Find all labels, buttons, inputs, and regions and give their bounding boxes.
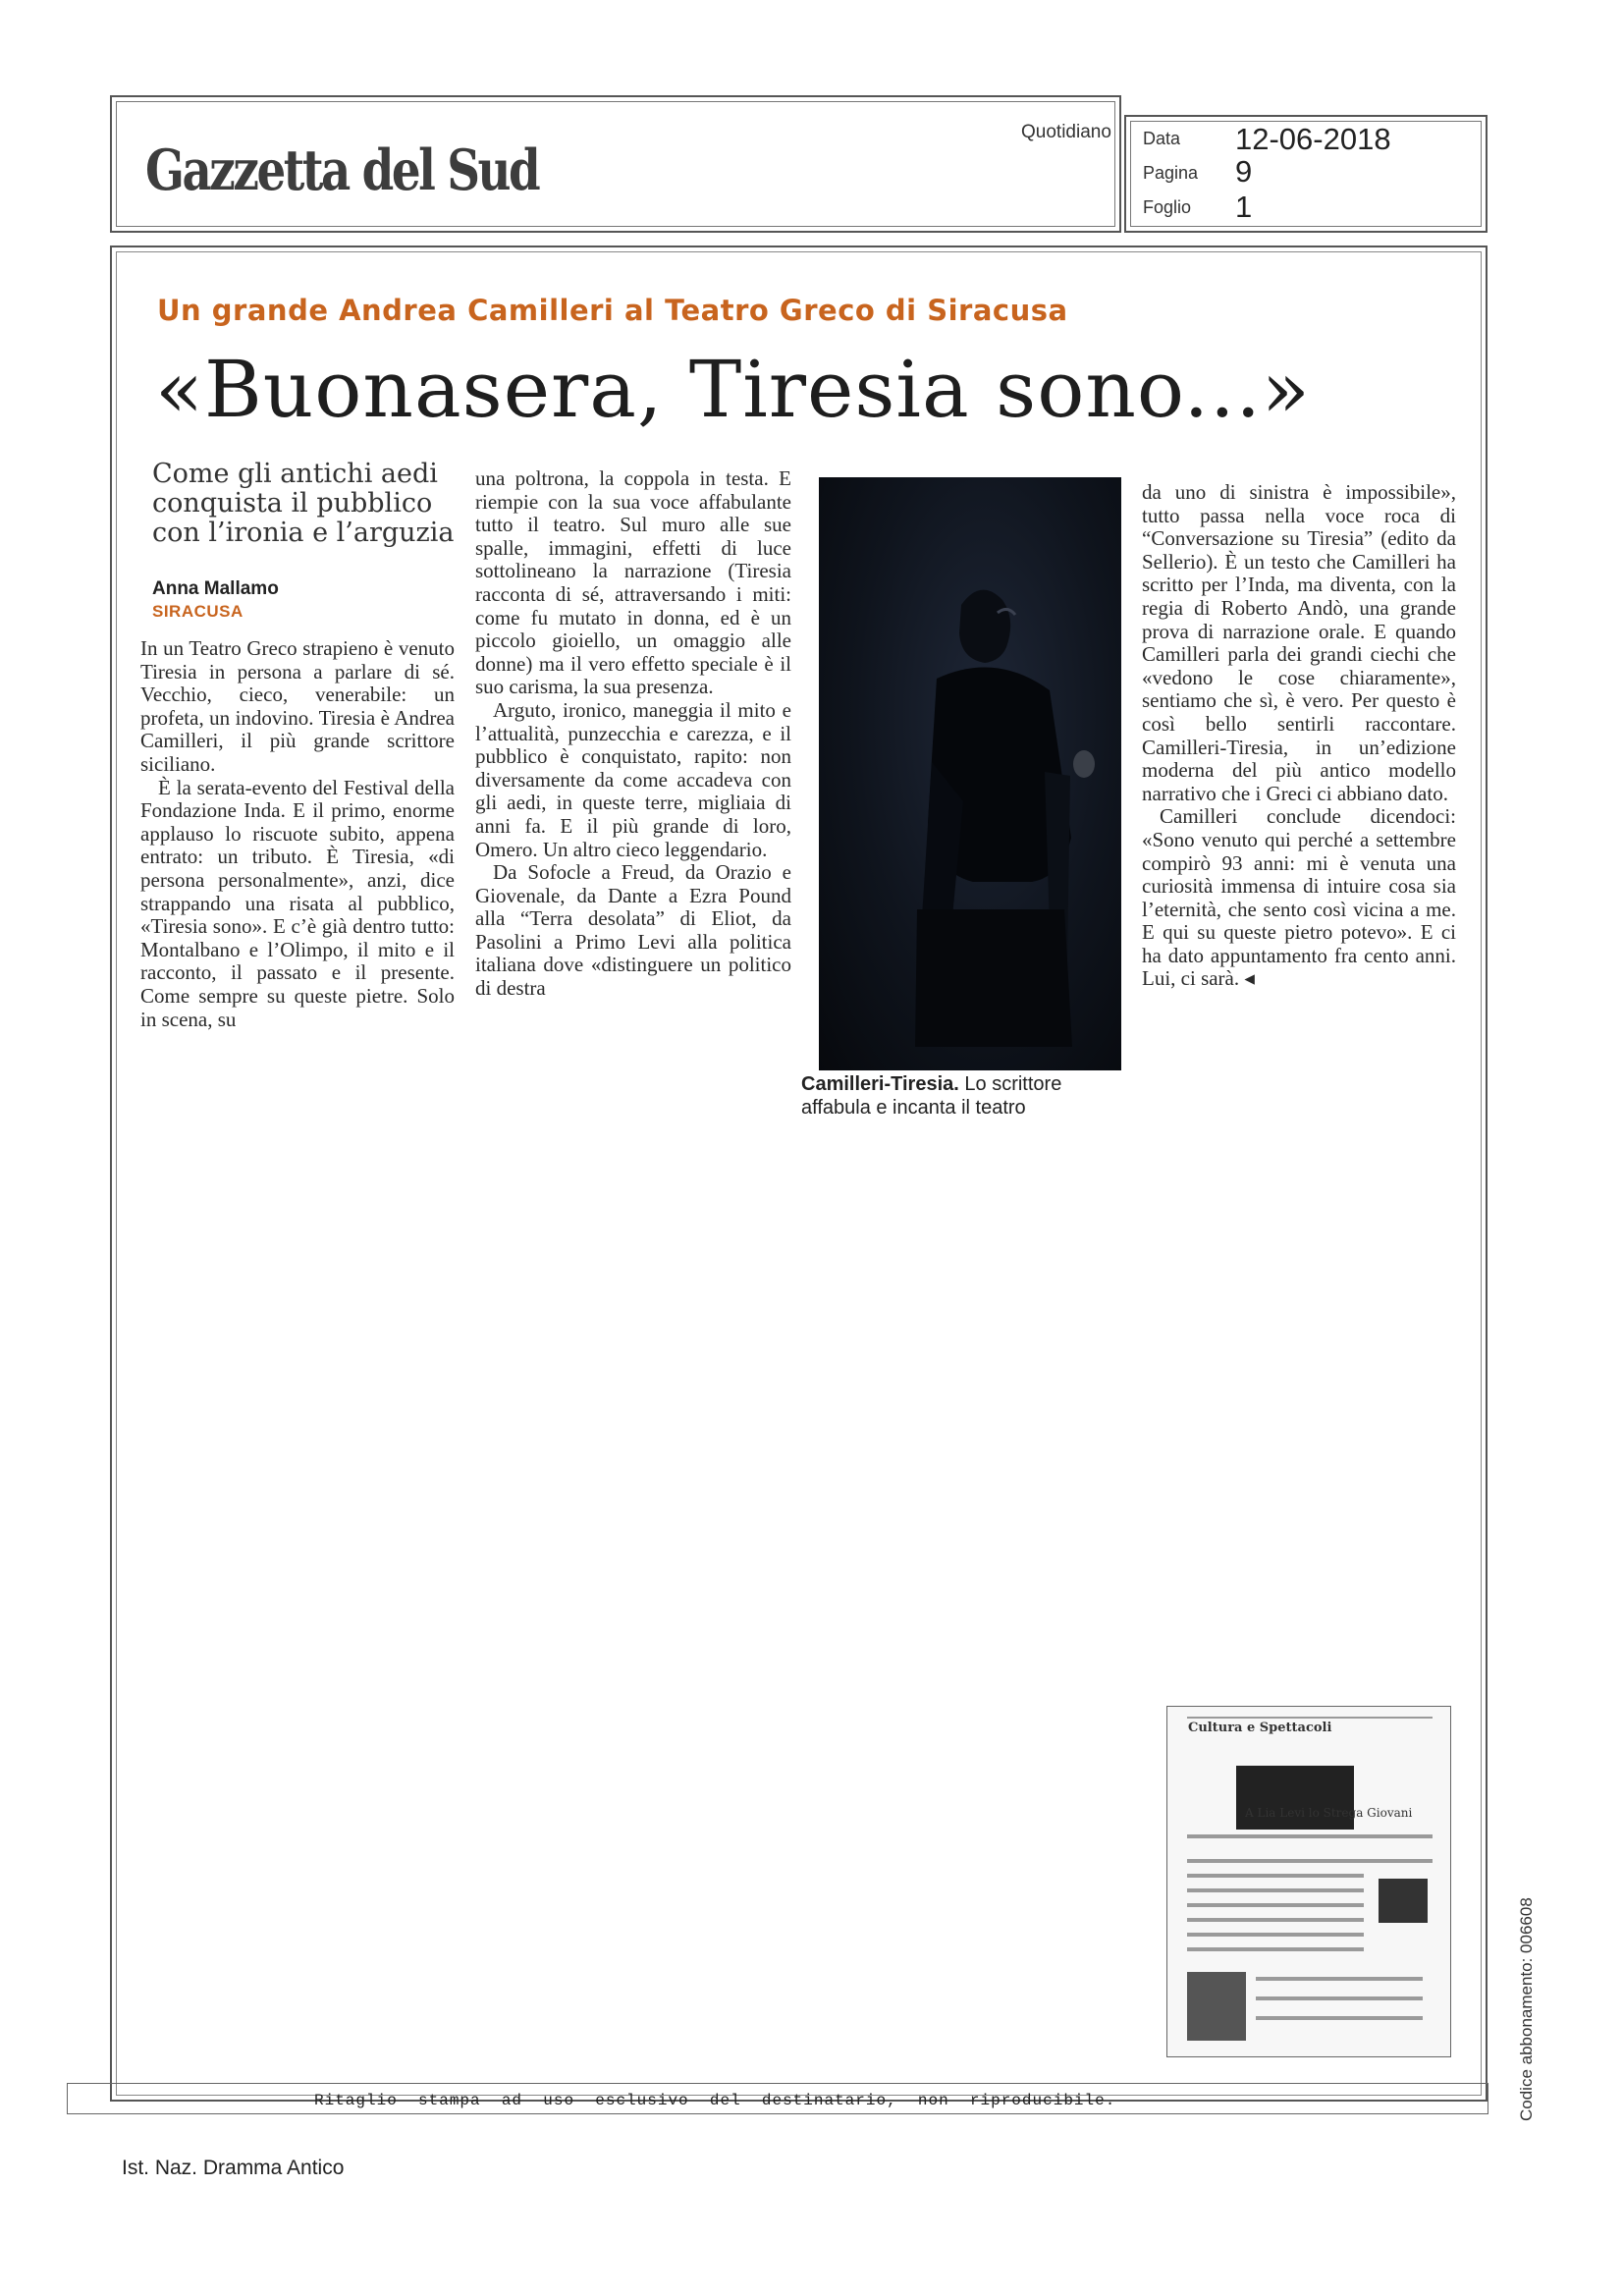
sheet-value: 1 bbox=[1235, 190, 1253, 224]
paragraph: Camilleri conclude dicendoci: «Sono venuto qui perché a settembre compirò 93 anni: mi è venuta una curiosità immensa di intuire cosa sia l’eternità, che sento così vicina a me. E qui su queste pietro potevo». E ci ha dato appuntamento fra cento anni. Lui, ci sarà. ◂ bbox=[1142, 804, 1456, 991]
article-photo bbox=[819, 477, 1121, 1070]
thumb-small-photo bbox=[1379, 1879, 1428, 1923]
paragraph: È la serata-evento del Festival della Fondazione Inda. E il primo, enorme applauso lo riscuote subito, appena entrato: un tributo. È Tiresia, «di persona personalmente», anzi, dice strappando una risata al pubblico, «Tiresia sono». E c’è già dentro tutto: Montalbano e l’Olimpo, il mito e il racconto, il passato e il presente. Come sempre su queste pietre. Solo in scena, su bbox=[140, 775, 455, 1031]
page-value: 9 bbox=[1235, 154, 1253, 189]
thumb-text-line bbox=[1256, 1977, 1423, 1981]
date-value: 12-06-2018 bbox=[1235, 122, 1391, 156]
thumb-block bbox=[1187, 1972, 1246, 2041]
paragraph: Arguto, ironico, maneggia il mito e l’attualità, punzecchia e carezza, e il pubblico è conquistato, rapito: non diversamente da come accadeva con gli aedi, in queste terre, migliaia di anni fa. E il più grande di loro, Omero. Un altro cieco leggendario. bbox=[475, 697, 791, 861]
thumb-text-line bbox=[1256, 2016, 1423, 2020]
thumb-photo bbox=[1236, 1766, 1354, 1830]
article-headline: «Buonasera, Tiresia sono...» bbox=[155, 344, 1311, 435]
paragraph: una poltrona, la coppola in testa. E riempie con la sua voce affabulante tutto il teatro. Sul muro alle sue spalle, immagini, effetti di luce sottolineano la narrazione (Tiresia racconta di sé, attraversando i miti: come fu mutato in donna, ed è un piccolo gioiello, un omaggio alle donne) ma il vero effetto speciale è il suo carisma, la sua presenza. bbox=[475, 466, 791, 699]
thumb-text-line bbox=[1187, 1903, 1364, 1907]
publication-frequency: Quotidiano bbox=[1021, 122, 1111, 142]
thumb-rule bbox=[1187, 1717, 1433, 1719]
thumb-text-line bbox=[1187, 1918, 1364, 1922]
author-byline: Anna Mallamo bbox=[152, 578, 279, 599]
text-column-4 bbox=[1142, 481, 1456, 991]
thumbnail-headline: A Lia Levi lo Strega Giovani bbox=[1245, 1806, 1413, 1820]
subscription-code: Codice abbonamento: 006608 bbox=[1517, 1897, 1536, 2121]
thumb-text-line bbox=[1187, 1947, 1364, 1951]
page-thumbnail bbox=[1166, 1706, 1451, 2057]
thumbnail-section-title: Cultura e Spettacoli bbox=[1188, 1721, 1332, 1735]
thumb-text-line bbox=[1187, 1859, 1433, 1863]
thumb-text-line bbox=[1187, 1834, 1433, 1838]
photo-caption bbox=[801, 1072, 1125, 1120]
thumb-text-line bbox=[1187, 1888, 1364, 1892]
page-label: Pagina bbox=[1143, 163, 1199, 183]
caption-text: Lo scrittore affabula e incanta il teatro bbox=[801, 1073, 1062, 1119]
paragraph: In un Teatro Greco strapieno è venuto Tiresia in persona a parlare di sé. Vecchio, cieco, venerabile: un profeta, un indovino. Tiresia è Andrea Camilleri, il più grande scrittore siciliano. bbox=[140, 636, 455, 776]
source-name: Ist. Naz. Dramma Antico bbox=[122, 2157, 345, 2179]
paragraph: Da Sofocle a Freud, da Orazio e Giovenale, da Dante a Ezra Pound alla “Terra desolata” di Eliot, da Pasolini a Primo Levi alla politica italiana dove «distinguere un politico di destra bbox=[475, 860, 791, 1001]
newspaper-logo: Gazzetta del Sud bbox=[145, 137, 539, 203]
paragraph: da uno di sinistra è impossibile», tutto passa nella voce roca di “Conversazione su Tiresia” (edito da Sellerio). È un testo che Camilleri ha scritto per l’Inda, ma diventa, con la regia di Roberto Andò, una grande prova di narrazione orale. E quando Camilleri parla dei grandi ciechi che «vedono le cose chiaramente», sentiamo che sì, è vero. Per questo è così bello sentirli raccontare. Camilleri-Tiresia, in un’edizione moderna del più antico modello narrativo che i Greci ci abbiano dato. bbox=[1142, 480, 1456, 805]
article-kicker: Un grande Andrea Camilleri al Teatro Greco di Siracusa bbox=[157, 294, 1068, 327]
text-column-1 bbox=[140, 637, 455, 1031]
caption-bold: Camilleri-Tiresia. bbox=[801, 1073, 959, 1095]
dateline: SIRACUSA bbox=[152, 602, 243, 621]
thumb-text-line bbox=[1187, 1874, 1364, 1878]
seated-figure-silhouette bbox=[819, 477, 1121, 1070]
thumb-text-line bbox=[1256, 1996, 1423, 2000]
sheet-label: Foglio bbox=[1143, 197, 1192, 217]
thumb-text-line bbox=[1187, 1933, 1364, 1937]
article-subtitle: Come gli antichi aedi conquista il pubblico con l’ironia e l’arguzia bbox=[152, 459, 455, 548]
reproduction-notice: Ritaglio stampa ad uso esclusivo del destinatario, non riproducibile. bbox=[314, 2092, 1116, 2109]
text-column-2 bbox=[475, 467, 791, 1001]
date-label: Data bbox=[1143, 129, 1181, 148]
